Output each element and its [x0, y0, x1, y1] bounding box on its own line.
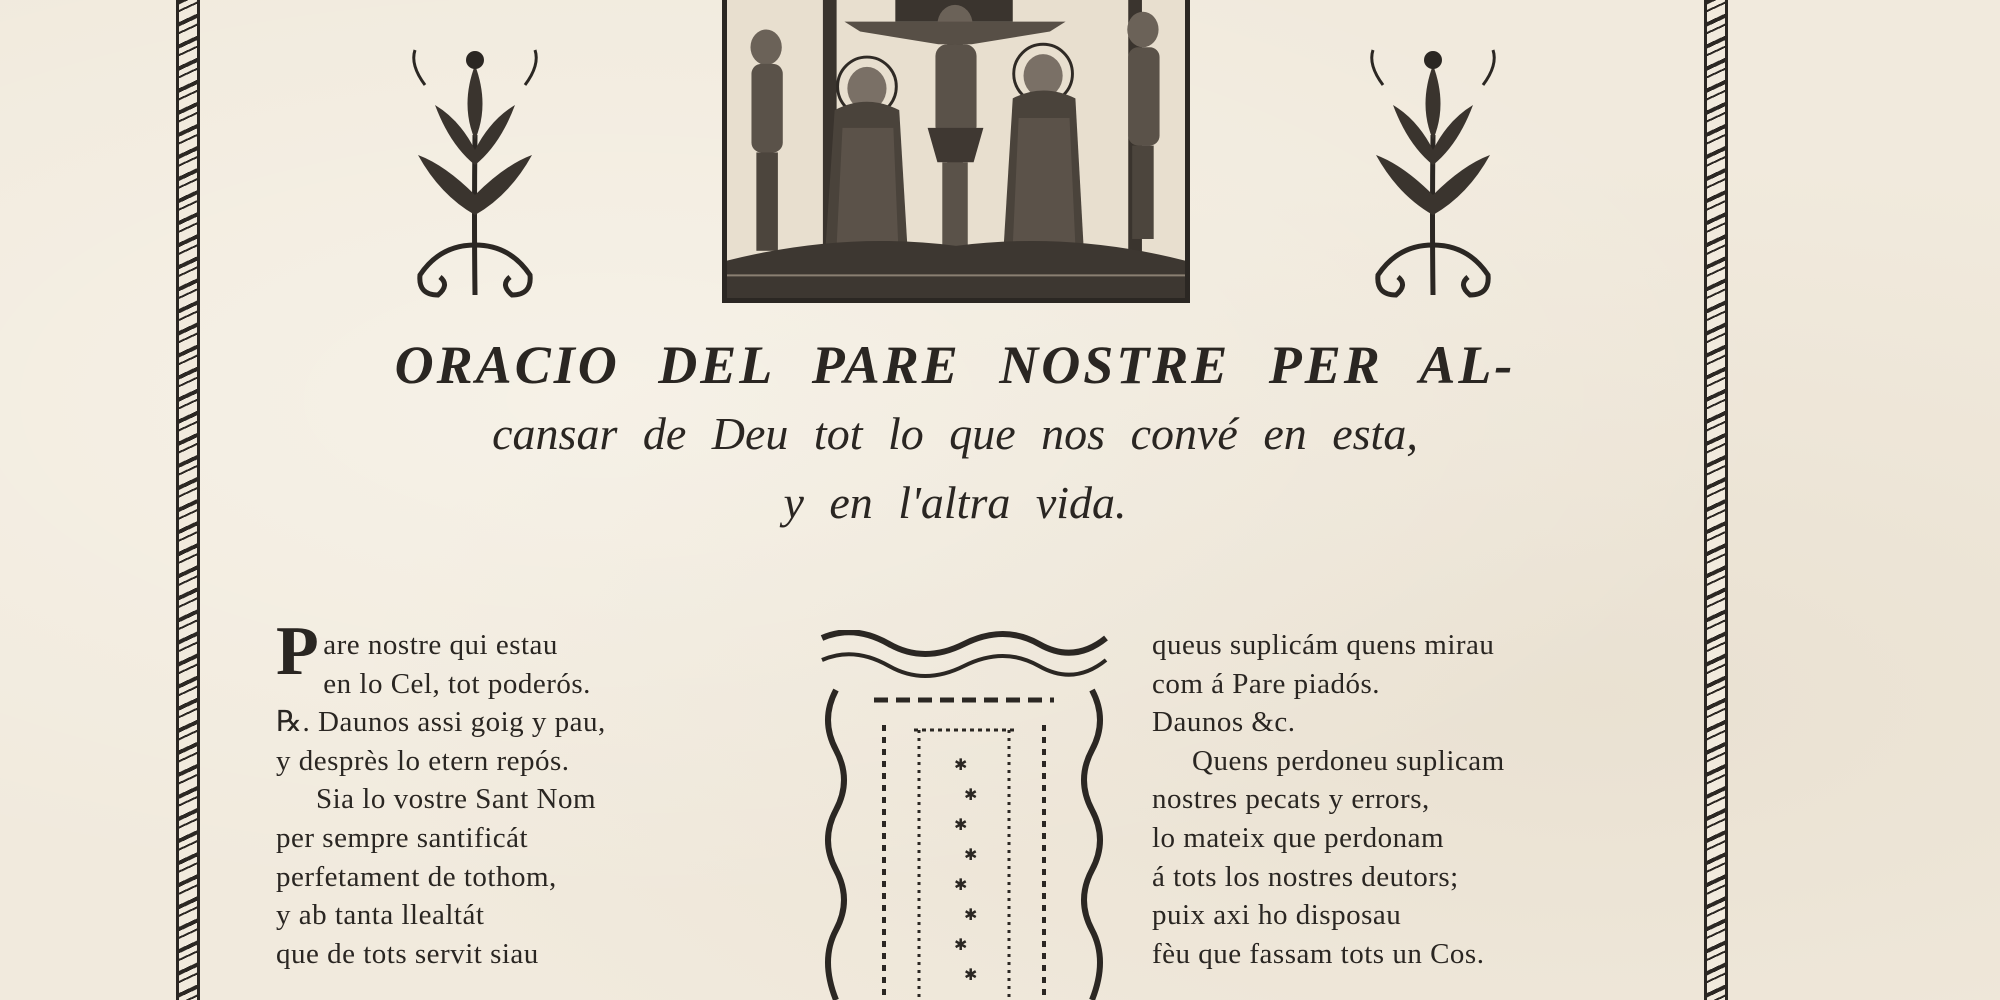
verse-line-text: are nostre qui estau — [323, 629, 558, 661]
svg-text:✱: ✱ — [964, 787, 978, 804]
prayer-title — [230, 330, 1680, 538]
svg-text:✱: ✱ — [954, 937, 968, 954]
svg-text:✱: ✱ — [964, 907, 978, 924]
left-verse-column — [276, 613, 606, 973]
svg-text:✱: ✱ — [954, 817, 968, 834]
verse-line: que de tots servit siau — [276, 937, 539, 970]
crucifixion-woodcut — [722, 0, 1190, 303]
verse-line: ℞. Daunos assi goig y pau, — [276, 706, 606, 739]
right-verse-column — [1152, 626, 1505, 973]
floral-ornament-left — [400, 45, 550, 305]
verse-line: per sempre santificát — [276, 821, 529, 854]
verse-line: y desprès lo etern repós. — [276, 744, 570, 777]
verse-line: lo mateix que perdonam — [1152, 821, 1445, 854]
svg-text:✱: ✱ — [954, 877, 968, 894]
verse-line: y ab tanta llealtát — [276, 899, 485, 932]
verse-line: fèu que fassam tots un Cos. — [1152, 937, 1485, 970]
verse-line: en lo Cel, tot poderós. — [323, 667, 591, 700]
left-decorative-border — [176, 0, 200, 1000]
title-line-2: cansar de Deu tot lo que nos convé en esta, — [492, 408, 1418, 459]
svg-text:✱: ✱ — [954, 757, 968, 774]
verse-line: Quens perdoneu suplicam — [1192, 744, 1505, 777]
floral-ornament-right-image — [1358, 45, 1508, 305]
verse-line: Sia lo vostre Sant Nom — [316, 783, 597, 816]
verse-line: com á Pare piadós. — [1152, 667, 1381, 700]
verse-line: queus suplicám quens mirau — [1152, 629, 1495, 661]
center-ornament-image — [814, 630, 1114, 1000]
right-decorative-border — [1704, 0, 1728, 1000]
crucifixion-woodcut-image — [727, 0, 1185, 298]
verse-line: nostres pecats y errors, — [1152, 783, 1430, 816]
title-line-1: ORACIO DEL PARE NOSTRE PER AL- — [394, 335, 1516, 395]
title-line-3: y en l'altra vida. — [783, 477, 1127, 528]
floral-ornament-left-image — [400, 45, 550, 305]
floral-ornament-right — [1358, 45, 1508, 305]
drop-cap: P — [276, 613, 320, 690]
svg-text:✱: ✱ — [964, 847, 978, 864]
svg-text:✱: ✱ — [964, 967, 978, 984]
verse-line: perfetament de tothom, — [276, 860, 557, 893]
verse-line: á tots los nostres deutors; — [1152, 860, 1459, 893]
verse-line: puix axi ho disposau — [1152, 899, 1402, 932]
verse-line: Daunos &c. — [1152, 706, 1296, 739]
center-ornamental-panel — [814, 630, 1114, 1000]
